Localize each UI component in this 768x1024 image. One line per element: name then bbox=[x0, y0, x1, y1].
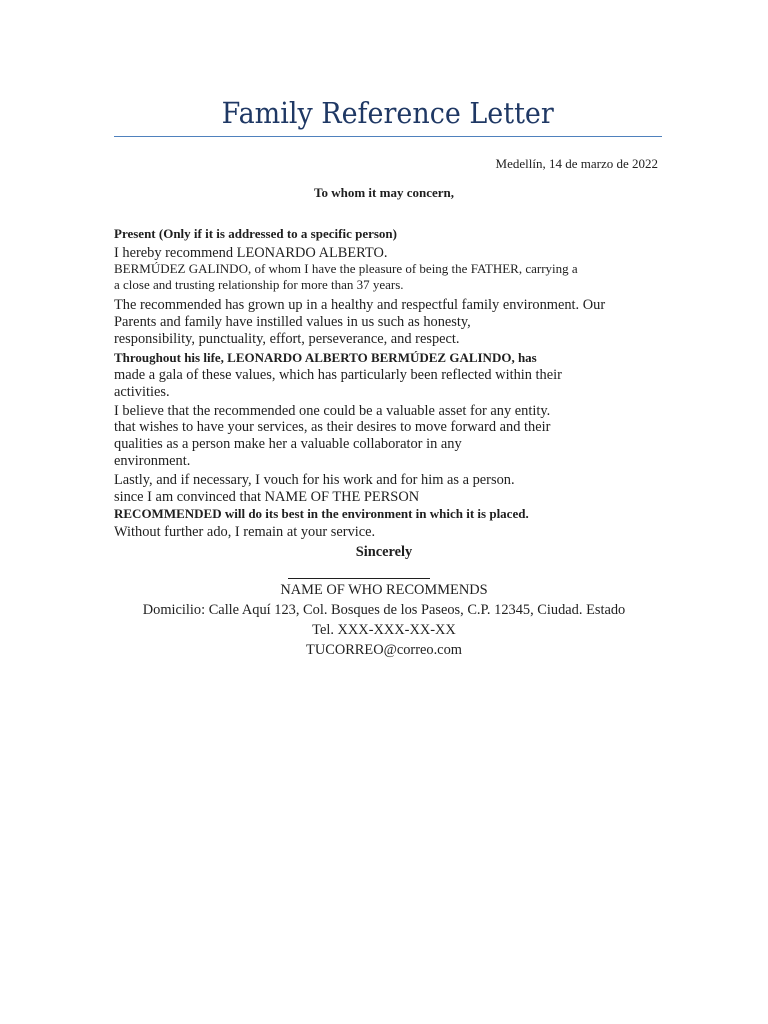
document-title: Family Reference Letter bbox=[221, 96, 554, 130]
signer-address: Domicilio: Calle Aquí 123, Col. Bosques de los Paseos, C.P. 12345, Ciudad. Estado bbox=[142, 602, 626, 618]
paragraph-line: responsibility, punctuality, effort, perseverance, and respect. bbox=[114, 331, 460, 347]
paragraph-line: qualities as a person make her a valuable collaborator in any bbox=[114, 436, 462, 452]
paragraph-line: made a gala of these values, which has particularly been reflected within their bbox=[114, 367, 562, 383]
paragraph-line: RECOMMENDED will do its best in the environment in which it is placed. bbox=[114, 506, 529, 521]
paragraph-line: Throughout his life, LEONARDO ALBERTO BERMÚDEZ GALINDO, has bbox=[114, 350, 537, 365]
paragraph-line: I hereby recommend LEONARDO ALBERTO. bbox=[114, 245, 388, 261]
signature-line bbox=[288, 578, 430, 579]
paragraph-line: BERMÚDEZ GALINDO, of whom I have the pleasure of being the FATHER, carrying a bbox=[114, 261, 578, 276]
title-underline bbox=[114, 136, 662, 137]
paragraph-line: Without further ado, I remain at your service. bbox=[114, 524, 376, 540]
paragraph-line: Lastly, and if necessary, I vouch for his work and for him as a person. bbox=[114, 472, 515, 488]
paragraph-line: environment. bbox=[114, 453, 191, 469]
present-line: Present (Only if it is addressed to a specific person) bbox=[114, 226, 397, 241]
letter-date: Medellín, 14 de marzo de 2022 bbox=[495, 156, 658, 171]
paragraph-line: The recommended has grown up in a healthy and respectful family environment. Our bbox=[114, 297, 606, 313]
paragraph-line: that wishes to have your services, as their desires to move forward and their bbox=[114, 419, 551, 435]
paragraph-line: Parents and family have instilled values in us such as honesty, bbox=[114, 314, 471, 330]
signer-phone: Tel. XXX-XXX-XX-XX bbox=[312, 622, 456, 638]
salutation: To whom it may concern, bbox=[314, 185, 454, 200]
signer-email: TUCORREO@correo.com bbox=[306, 642, 462, 658]
paragraph-line: activities. bbox=[114, 384, 170, 400]
signer-name: NAME OF WHO RECOMMENDS bbox=[280, 582, 488, 598]
closing: Sincerely bbox=[355, 544, 413, 560]
paragraph-line: I believe that the recommended one could be a valuable asset for any entity. bbox=[114, 403, 551, 419]
paragraph-line: a close and trusting relationship for more than 37 years. bbox=[114, 277, 404, 292]
paragraph-line: since I am convinced that NAME OF THE PERSON bbox=[114, 489, 420, 505]
